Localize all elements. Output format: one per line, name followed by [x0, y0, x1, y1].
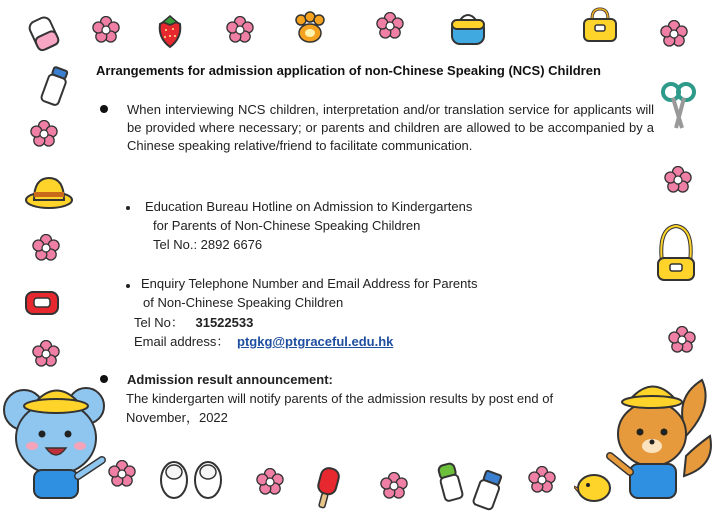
- strawberry-icon: [154, 12, 186, 50]
- hotline-tel: Tel No.: 2892 6676: [153, 237, 263, 252]
- milk-bottle-icon: [40, 64, 70, 108]
- flower-icon: [256, 468, 284, 496]
- flower-icon: [32, 234, 60, 262]
- shoes-icon: [156, 458, 226, 502]
- bag-icon: [580, 5, 620, 45]
- tel-value: 31522533: [195, 315, 254, 330]
- glue-stick-icon: [28, 14, 62, 56]
- flower-icon: [226, 16, 254, 44]
- hat-icon: [24, 174, 74, 210]
- shoulder-bag-icon: [652, 222, 700, 284]
- flower-icon: [108, 460, 136, 488]
- hotline-line2: for Parents of Non-Chinese Speaking Children: [153, 218, 421, 233]
- flower-icon: [528, 466, 556, 494]
- flower-icon: [92, 16, 120, 44]
- interpretation-paragraph: When interviewing NCS children, interpretation and/or translation service for applicants will be provided where necessary; or parents and children are allowed to be accompanied by a Chinese speaking relative/friend to facilitate communication.: [127, 102, 654, 153]
- flower-icon: [32, 340, 60, 368]
- flower-icon: [660, 20, 688, 48]
- popsicle-icon: [312, 464, 342, 510]
- enquiry-tel-row: [134, 314, 253, 332]
- sub-bullet-marker: [126, 206, 130, 210]
- bullet-marker: [100, 375, 108, 383]
- result-text-line2: November，2022: [126, 410, 228, 425]
- email-link[interactable]: ptgkg@ptgraceful.edu.hk: [237, 334, 394, 349]
- page-title: Arrangements for admission application of non-Chinese Speaking (NCS) Children: [96, 63, 601, 78]
- result-heading: Admission result announcement:: [127, 372, 333, 387]
- paw-icon: [292, 10, 328, 46]
- email-label: Email address：: [134, 334, 230, 349]
- milk-bottle-icon: [472, 468, 504, 512]
- squirrel-character-icon: [606, 376, 714, 506]
- flower-icon: [380, 472, 408, 500]
- glue-bottle-icon: [434, 460, 466, 504]
- mouse-character-icon: [2, 376, 108, 502]
- hotline-line1: Education Bureau Hotline on Admission to Kindergartens: [145, 199, 473, 214]
- flower-icon: [30, 120, 58, 148]
- tel-label: Tel No：: [134, 315, 184, 330]
- enquiry-line2: of Non-Chinese Speaking Children: [143, 295, 344, 310]
- sub-bullet-marker: [126, 284, 130, 288]
- chick-icon: [574, 468, 614, 504]
- flower-icon: [664, 166, 692, 194]
- bullet-marker: [100, 105, 108, 113]
- flower-icon: [376, 12, 404, 40]
- enquiry-line1: Enquiry Telephone Number and Email Address for Parents: [141, 276, 478, 291]
- result-text-line1: The kindergarten will notify parents of the admission results by post end of: [126, 391, 554, 406]
- flower-icon: [668, 326, 696, 354]
- lunchbox-icon: [448, 12, 488, 48]
- enquiry-email-row: [134, 333, 393, 351]
- purse-icon: [22, 286, 62, 318]
- scissors-icon: [658, 80, 698, 132]
